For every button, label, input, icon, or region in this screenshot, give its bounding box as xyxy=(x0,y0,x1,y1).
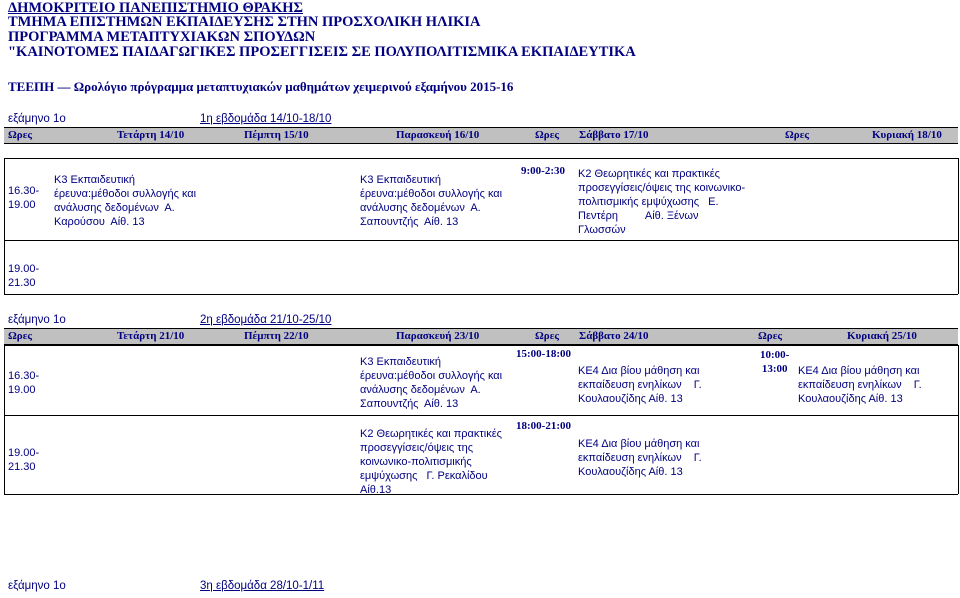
week1-bottom-border xyxy=(4,294,958,295)
week1-right-border xyxy=(958,158,959,294)
week2-sunday-header: Κυριακή 25/10 xyxy=(847,330,917,342)
week2-row2-time: 19.00- 21.30 xyxy=(8,447,40,473)
week2-sunday-time: 10:00- 13:00 xyxy=(760,349,790,375)
week2-saturday-header: Σάββατο 24/10 xyxy=(579,330,649,342)
week1-header-row xyxy=(4,127,958,144)
week2-friday-course-2: Κ2 Θεωρητικές και πρακτικές προσεγγίσεις/όψεις της κοινωνικο-πολιτισμικής εμψύχωσης Γ. Ρεκαλίδου Αίθ.13 xyxy=(360,428,502,496)
week1-thursday-header: Πέμπτη 15/10 xyxy=(244,129,309,141)
week2-right-border xyxy=(958,345,959,494)
week2-saturday-time-2: 18:00-21:00 xyxy=(516,420,571,432)
week2-saturday-time-1: 15:00-18:00 xyxy=(516,348,571,360)
program-title: "ΚΑΙΝΟΤΟΜΕΣ ΠΑΙΔΑΓΩΓΙΚΕΣ ΠΡΟΣΕΓΓΙΣΕΙΣ ΣΕ ΠΟΛΥΠΟΛΙΤΙΣΜΙΚΑ ΕΚΠΑΙΔΕΥΤΙΚΑ xyxy=(8,44,636,60)
week3-semester: εξάμηνο 1ο xyxy=(8,580,66,592)
week2-saturday-course-2: ΚΕ4 Δια βίου μάθηση και εκπαίδευση ενηλίκων Γ. Κουλαουζίδης Αίθ. 13 xyxy=(578,438,702,478)
schedule-subtitle: ΤΕΕΠΗ — Ωρολόγιο πρόγραμμα μεταπτυχιακών μαθημάτων χειμερινού εξαμήνου 2015-16 xyxy=(8,79,514,94)
week1-semester: εξάμηνο 1ο xyxy=(8,113,66,125)
week2-hours-header-3: Ωρες xyxy=(758,330,783,342)
week2-semester: εξάμηνο 1ο xyxy=(8,314,66,326)
week3-title: 3η εβδομάδα 28/10-1/11 xyxy=(200,580,325,592)
week1-left-border xyxy=(4,158,5,294)
university-name: ΔΗΜΟΚΡΙΤΕΙΟ ΠΑΝΕΠΙΣΤΗΜΙΟ ΘΡΑΚΗΣ xyxy=(8,0,303,16)
week1-sunday-header: Κυριακή 18/10 xyxy=(872,129,942,141)
week1-saturday-time: 9:00-2:30 xyxy=(521,165,565,177)
week2-friday-course-1: Κ3 Εκπαιδευτική έρευνα:μέθοδοι συλλογής και ανάλυσης δεδομένων Α. Σαπουντζής Αίθ. 13 xyxy=(360,356,503,410)
week2-friday-header: Παρασκευή 23/10 xyxy=(396,330,480,342)
week1-hours-header-2: Ωρες xyxy=(535,129,560,141)
department-name: ΤΜΗΜΑ ΕΠΙΣΤΗΜΩΝ ΕΚΠΑΙΔΕΥΣΗΣ ΣΤΗΝ ΠΡΟΣΧΟΛΙΚΗ ΗΛΙΚΙΑ xyxy=(8,14,481,30)
week2-saturday-course-1: ΚΕ4 Δια βίου μάθηση και εκπαίδευση ενηλίκων Γ. Κουλαουζίδης Αίθ. 13 xyxy=(578,365,702,405)
week2-thursday-header: Πέμπτη 22/10 xyxy=(244,330,309,342)
program-name: ΠΡΟΓΡΑΜΜΑ ΜΕΤΑΠΤΥΧΙΑΚΩΝ ΣΠΟΥΔΩΝ xyxy=(8,29,316,45)
week1-row1-top-border xyxy=(4,158,958,159)
week2-header-row xyxy=(4,328,958,345)
week2-hours-header: Ωρες xyxy=(8,330,33,342)
week1-wednesday-course: Κ3 Εκπαιδευτική έρευνα:μέθοδοι συλλογής και ανάλυσης δεδομένων Α. Καρούσου Αίθ. 13 xyxy=(54,174,197,228)
week1-friday-header: Παρασκευή 16/10 xyxy=(396,129,480,141)
week1-friday-course: Κ3 Εκπαιδευτική έρευνα:μέθοδοι συλλογής και ανάλυσης δεδομένων Α. Σαπουντζής Αίθ. 13 xyxy=(360,174,503,228)
week2-sunday-course: ΚΕ4 Δια βίου μάθηση και εκπαίδευση ενηλίκων Γ. Κουλαουζίδης Αίθ. 13 xyxy=(798,365,922,405)
week1-row1-time: 16.30- 19.00 xyxy=(8,185,40,211)
week1-hours-header: Ωρες xyxy=(8,129,33,141)
week1-row-divider xyxy=(4,240,958,241)
week2-row-divider xyxy=(4,415,958,416)
week1-wednesday-header: Τετάρτη 14/10 xyxy=(117,129,185,141)
week2-hours-header-2: Ωρες xyxy=(535,330,560,342)
week1-title: 1η εβδομάδα 14/10-18/10 xyxy=(200,113,332,125)
week2-row1-time: 16.30- 19.00 xyxy=(8,370,40,396)
week2-wednesday-header: Τετάρτη 21/10 xyxy=(117,330,185,342)
week2-left-border xyxy=(4,345,5,494)
week1-hours-header-3: Ωρες xyxy=(785,129,810,141)
week1-saturday-course: Κ2 Θεωρητικές και πρακτικές προσεγγίσεις/όψεις της κοινωνικο- πολιτισμικής εμψύχωσης Ε. Πεντέρη Αίθ. Ξένων Γλωσσών xyxy=(578,168,746,236)
week1-row2-time: 19.00- 21.30 xyxy=(8,263,40,289)
week2-row1-top-border xyxy=(4,345,958,346)
week2-title: 2η εβδομάδα 21/10-25/10 xyxy=(200,314,332,326)
week1-saturday-header: Σάββατο 17/10 xyxy=(579,129,649,141)
